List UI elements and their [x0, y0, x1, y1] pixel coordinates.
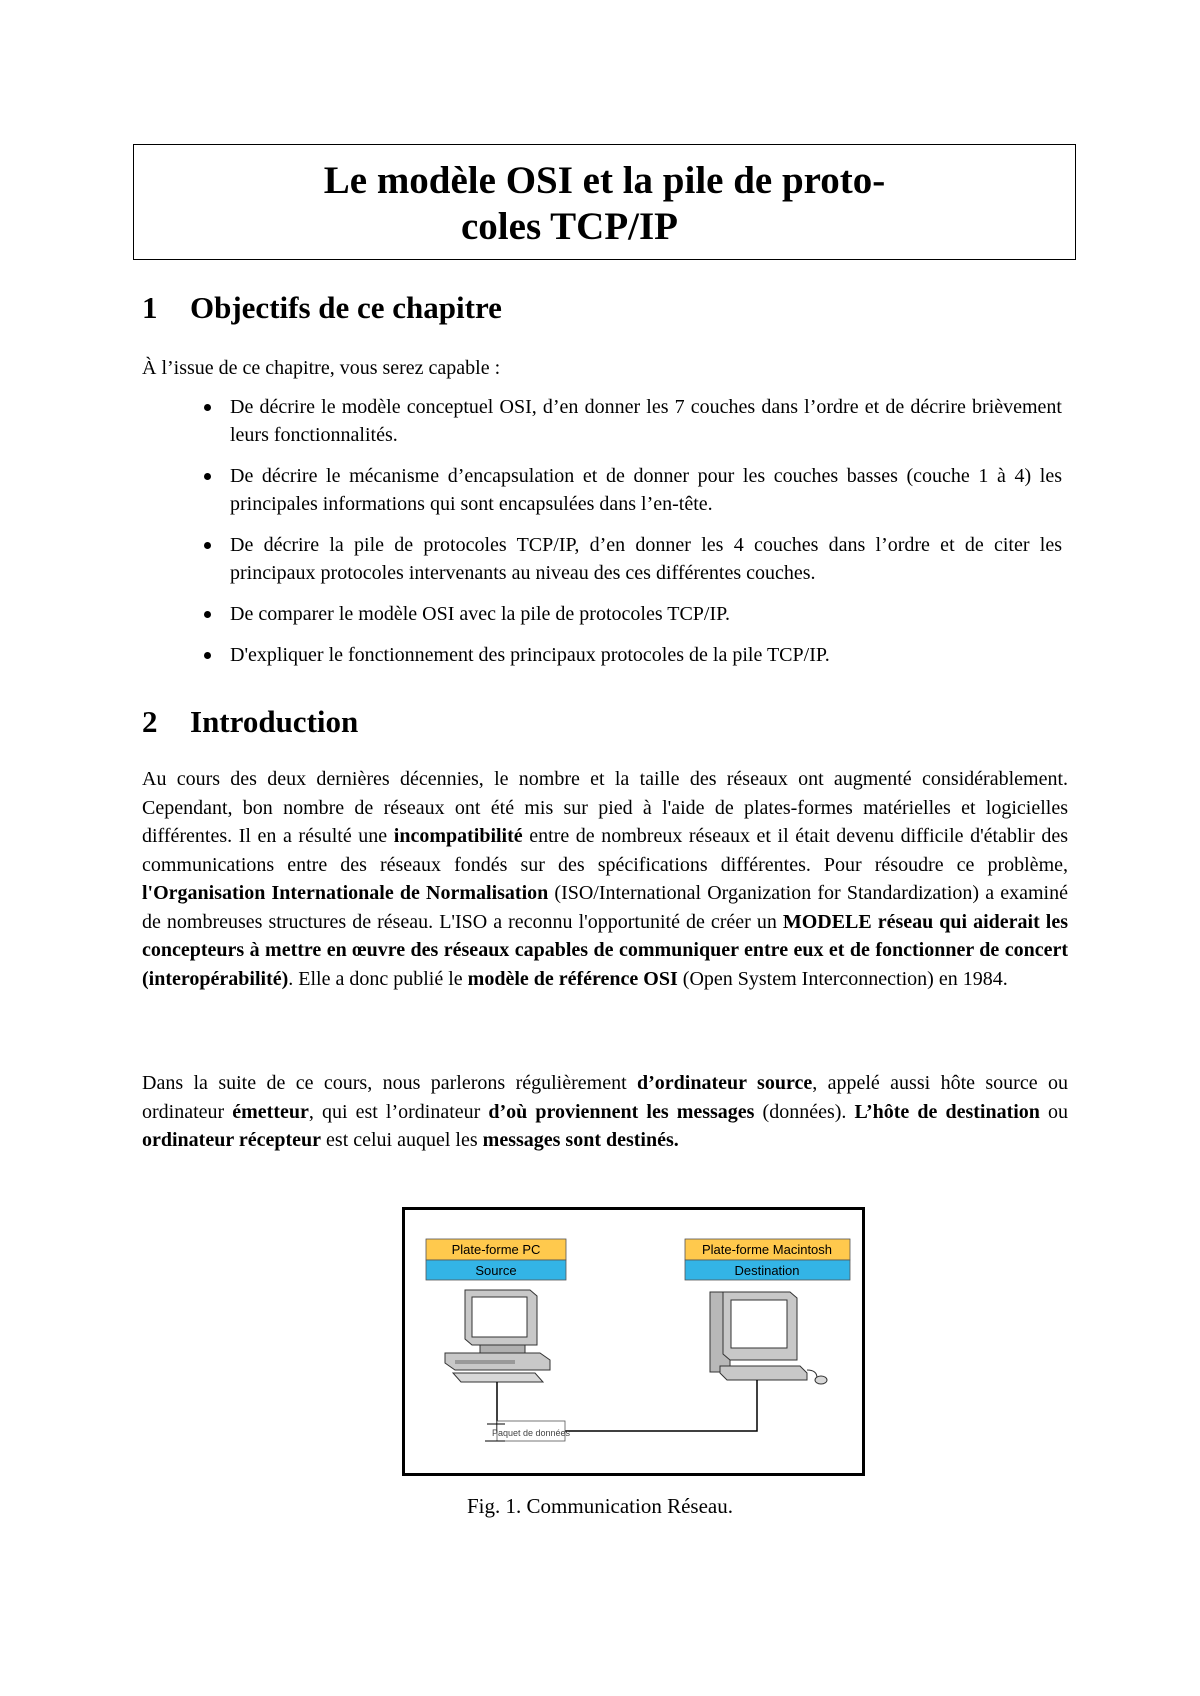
bold-run: messages sont destinés. — [482, 1129, 679, 1151]
bold-run: d’où proviennent les messages — [488, 1100, 755, 1123]
text-run: (données). — [754, 1100, 855, 1123]
text-run: ou — [1039, 1100, 1068, 1123]
list-item — [142, 393, 1062, 449]
bold-run: L’hôte de destination — [854, 1100, 1040, 1123]
bold-run: modèle de référence OSI — [467, 967, 678, 990]
bold-run: ordinateur récepteur — [142, 1129, 322, 1151]
bullet-icon — [204, 404, 211, 411]
objective-text: De décrire le mécanisme d’encapsulation et de donner pour les couches basses (couche 1 à 4) les principales informations qui sont encapsulées dans l’en-tête. — [230, 465, 1062, 515]
bullet-icon — [204, 652, 211, 659]
objective-text: De décrire la pile de protocoles TCP/IP, d’en donner les 4 couches dans l’ordre et de citer les principaux protocoles intervenants au niveau des ces différentes couches. — [230, 534, 1062, 584]
text-run: . Elle a donc publié le — [288, 967, 468, 990]
right-platform-label: Plate-forme Macintosh — [701, 1242, 833, 1257]
network-figure — [402, 1207, 865, 1476]
section2-title: Introduction — [190, 704, 359, 739]
title-box — [133, 144, 1076, 260]
bold-run: MODELE réseau qui aiderait les concepteurs à mettre en œuvre des réseaux capables de communiquer entre eux et de fonctionner de concert (interopérabilité) — [142, 910, 1068, 990]
objective-text: De décrire le modèle conceptuel OSI, d’en donner les 7 couches dans l’ordre et de décrire brièvement leurs fonctionnalités. — [230, 396, 1062, 446]
text-run: entre de nombreux réseaux et il était devenu difficile d'établir des communications entre des réseaux fondés sur des spécifications différentes. Pour résoudre ce problème, — [142, 825, 1069, 876]
mac-computer-icon — [710, 1292, 827, 1384]
bullet-icon — [204, 611, 211, 618]
page-title-line2: coles TCP/IP — [460, 205, 678, 248]
section1-heading — [142, 290, 502, 326]
text-run: est celui auquel les — [321, 1129, 483, 1151]
bold-run: l'Organisation Internationale de Normalisation — [142, 882, 549, 904]
left-role-label: Source — [475, 1263, 517, 1278]
packet-label: Paquet de données — [491, 1428, 571, 1438]
text-run: (Open System Interconnection) en 1984. — [677, 967, 1008, 990]
left-platform-label: Plate-forme PC — [451, 1242, 541, 1257]
section1-number: 1 — [142, 290, 158, 325]
list-item — [142, 531, 1062, 587]
figure-caption: Fig. 1. Communication Réseau. — [467, 1494, 733, 1518]
list-item — [142, 462, 1062, 518]
bullet-icon — [204, 542, 211, 549]
text-run: , qui est l’ordinateur — [308, 1100, 489, 1123]
objectives-list — [142, 393, 1062, 682]
text-run: (ISO/International Organization for Standardization) a examiné de nombreuses structures de réseau. L'ISO a reconnu l'opportunité de créer un — [142, 882, 1068, 933]
intro-paragraph-1 — [142, 765, 1068, 993]
pc-computer-icon — [445, 1290, 550, 1382]
objective-text: D'expliquer le fonctionnement des principaux protocoles de la pile TCP/IP. — [230, 644, 830, 666]
text-run: Au cours des deux dernières décennies, le nombre et la taille des réseaux ont augmenté considérablement. Cependant, bon nombre de réseaux ont été mis sur pied à l'aide de plates-formes matérielles et logicielles différentes. Il en a résulté une — [142, 768, 1068, 847]
list-item — [142, 641, 1062, 669]
data-packet-icon — [485, 1421, 571, 1441]
section2-heading — [142, 704, 358, 740]
bullet-icon — [204, 473, 211, 480]
list-item — [142, 600, 1062, 628]
text-run: Dans la suite de ce cours, nous parlerons régulièrement — [142, 1072, 638, 1094]
bold-run: émetteur — [232, 1100, 309, 1123]
intro-paragraph-2 — [142, 1069, 1068, 1155]
section2-number: 2 — [142, 704, 158, 739]
network-diagram — [405, 1210, 862, 1473]
objective-text: De comparer le modèle OSI avec la pile de protocoles TCP/IP. — [230, 603, 731, 625]
bold-run: d’ordinateur source — [637, 1072, 813, 1094]
page-title-line1: Le modèle OSI et la pile de proto- — [323, 159, 886, 202]
bold-run: incompatibilité — [393, 825, 523, 847]
section1-intro: À l’issue de ce chapitre, vous serez capable : — [142, 357, 501, 379]
right-role-label: Destination — [734, 1263, 800, 1278]
text-run: , appelé aussi hôte source ou ordinateur — [142, 1072, 1068, 1123]
section1-title: Objectifs de ce chapitre — [190, 290, 502, 325]
